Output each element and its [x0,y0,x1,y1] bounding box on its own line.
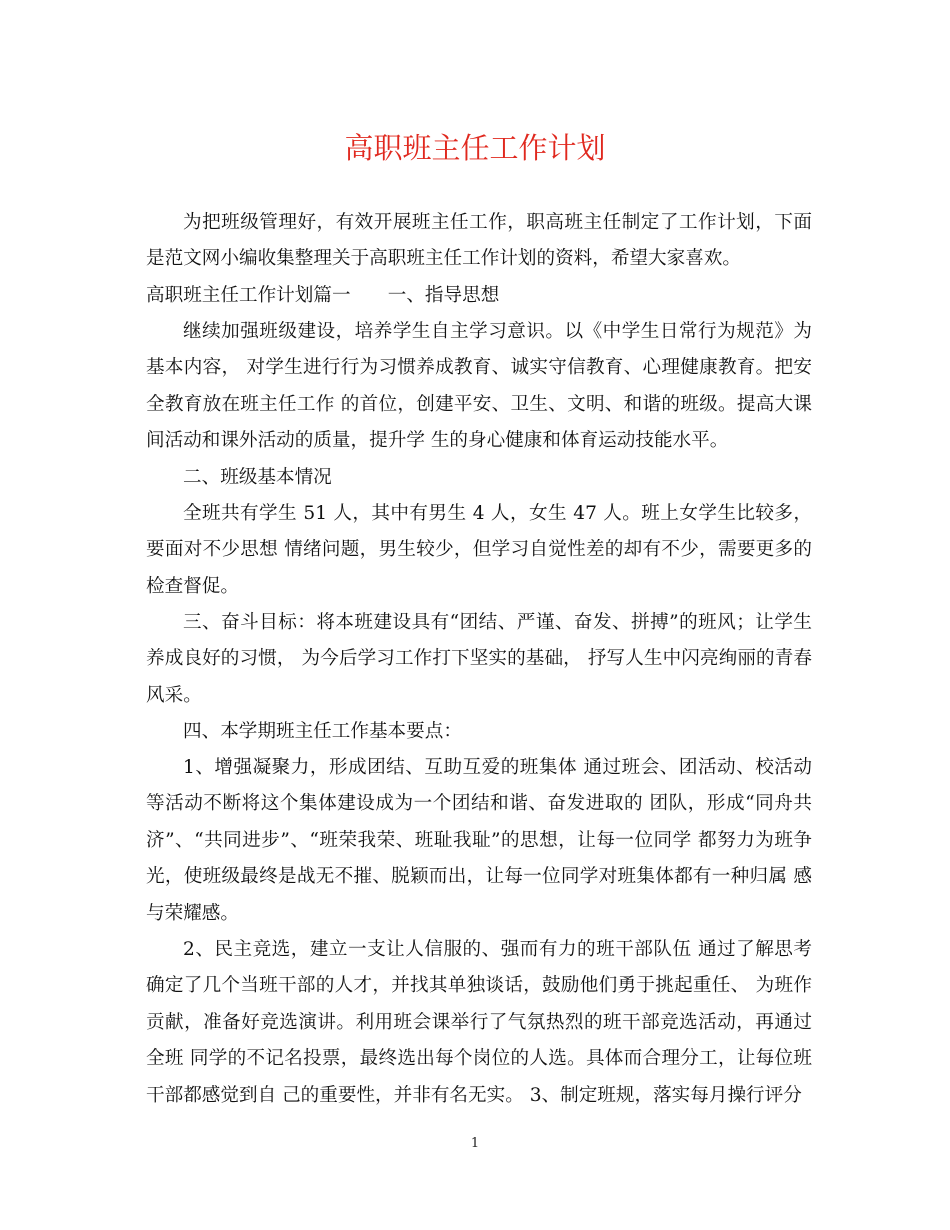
section-heading-key-points: 四、本学期班主任工作基本要点： [183,721,462,742]
guiding-ideology-paragraph: 继续加强班级建设，培养学生自主学习意识。以《中学生日常行为规范》为基本内容， 对学生进行行为习惯养成教育、诚实守信教育、心理健康教育。把安全教育放在班主任工作 的首位，创建平安、卫生、文明、和谐的班级。提高大课间活动和课外活动的质量，提升学 生的身心健康和体育运动技能水平。 [146,321,812,452]
page-title: 高职班主任工作计划 [344,131,606,165]
point-one-paragraph: 1、增强凝聚力，形成团结、互助互爱的班集体 通过班会、团活动、校活动等活动不断将这个集体建设成为一个团结和谐、奋发进取的 团队，形成“同舟共济”、“共同进步”、“班荣我荣、班耻我耻”的思想，让每一位同学 都努力为班争光，使班级最终是战无不摧、脱颖而出，让每一位同学对班集体都有一种归属 感与荣耀感。 [146,757,812,924]
section-heading-class-situation: 二、班级基本情况 [183,467,332,488]
point-two-paragraph: 2、民主竞选，建立一支让人信服的、强而有力的班干部队伍 通过了解思考确定了几个当班干部的人才，并找其单独谈话，鼓励他们勇于挑起重任、 为班作贡献，准备好竞选演讲。利用班会课举行了气氛热烈的班干部竞选活动，再通过全班 同学的不记名投票，最终选出每个岗位的人选。具体而合理分工，让每位班干部都感觉到自 己的重要性，并非有名无实。 3、制定班规，落实每月操行评分 [146,939,812,1106]
page-number: 1 [470,1136,480,1151]
goals-paragraph: 三、奋斗目标：将本班建设具有“团结、严谨、奋发、拼搏”的班风；让学生养成良好的习惯， 为今后学习工作打下坚实的基础， 抒写人生中闪亮绚丽的青春风采。 [146,612,812,706]
section-heading-plan-one: 高职班主任工作计划篇一 一、指导思想 [146,285,500,306]
class-situation-paragraph: 全班共有学生 51 人，其中有男生 4 人，女生 47 人。班上女学生比较多，要面对不少思想 情绪问题，男生较少，但学习自觉性差的却有不少，需要更多的检查督促。 [146,503,812,597]
intro-paragraph: 为把班级管理好，有效开展班主任工作，职高班主任制定了工作计划，下面是范文网小编收集整理关于高职班主任工作计划的资料，希望大家喜欢。 [146,212,812,270]
